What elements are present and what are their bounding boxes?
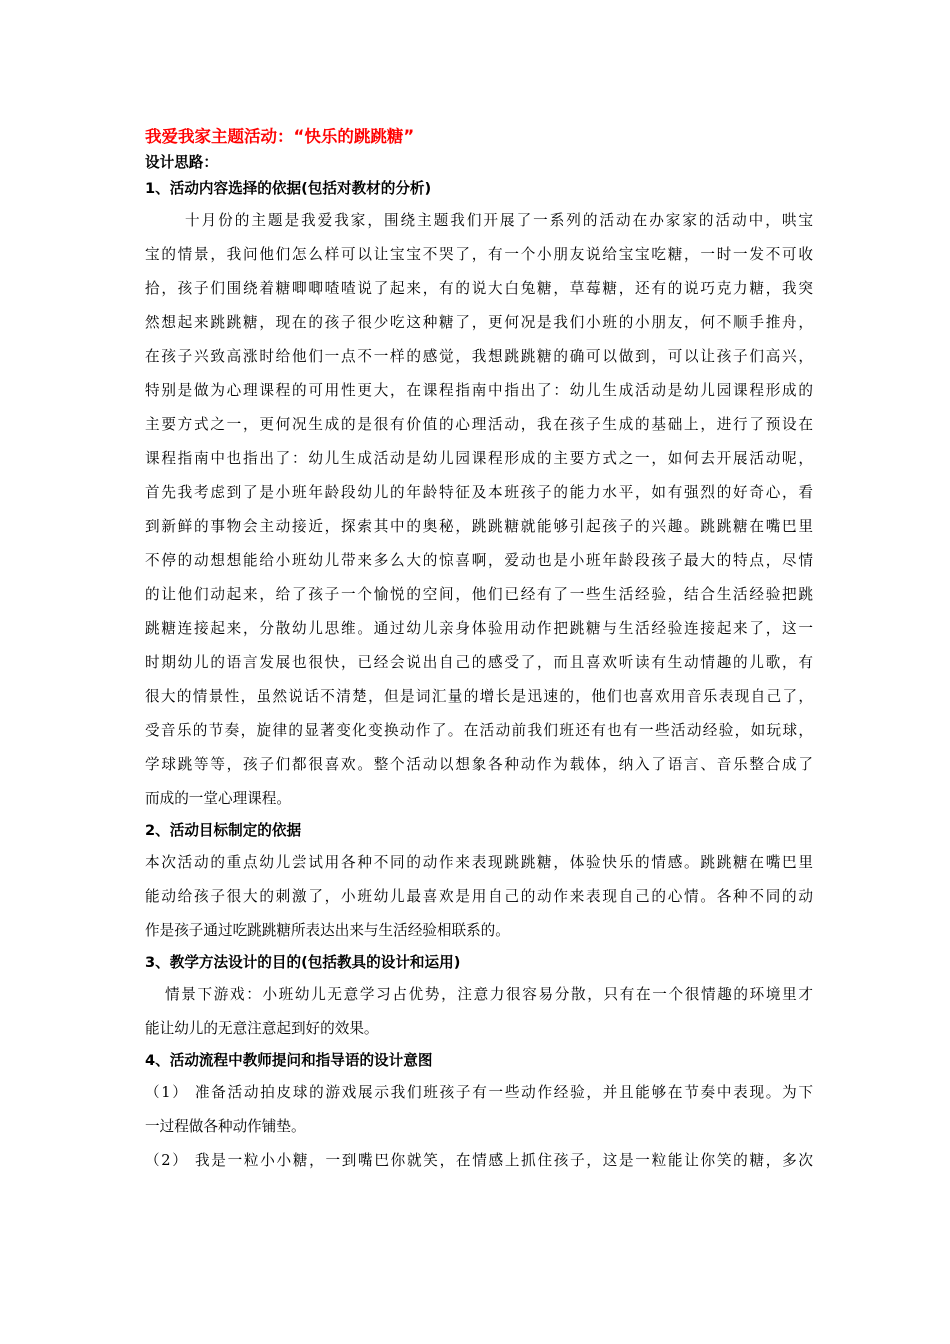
section-body-4: [145, 1076, 813, 1178]
paragraph-line: 首先我考虑到了是小班年龄段幼儿的年龄特征及本班孩子的能力水平，如有强烈的好奇心，看: [145, 484, 813, 501]
list-item-line: 一过程做各种动作铺垫。: [145, 1118, 306, 1135]
document-title: 我爱我家主题活动：“快乐的跳跳糖”: [145, 127, 415, 146]
paragraph-line: 在孩子兴致高涨时给他们一点不一样的感觉，我想跳跳糖的确可以做到，可以让孩子们高兴，: [145, 348, 813, 365]
design-label: 设计思路：: [145, 154, 218, 171]
document-body: [145, 122, 813, 1178]
paragraph-line: 特别是做为心理课程的可用性更大，在课程指南中指出了：幼儿生成活动是幼儿园课程形成的: [145, 382, 813, 399]
list-item-line: （2） 我是一粒小小糖，一到嘴巴你就笑，在情感上抓住孩子，这是一粒能让你笑的糖，多次: [145, 1152, 813, 1169]
paragraph-line: 很大的情景性，虽然说话不清楚，但是词汇量的增长是迅速的，他们也喜欢用音乐表现自己了，: [145, 688, 813, 705]
paragraph-line: 能动给孩子很大的刺激了，小班幼儿最喜欢是用自己的动作来表现自己的心情。各种不同的动: [145, 888, 813, 905]
paragraph-line: 能让幼儿的无意注意起到好的效果。: [145, 1020, 379, 1037]
paragraph-line: 主要方式之一，更何况生成的是很有价值的心理活动，我在孩子生成的基础上，进行了预设在: [145, 416, 813, 433]
paragraph-line: 十月份的主题是我爱我家，围绕主题我们开展了一系列的活动在办家家的活动中，哄宝: [185, 212, 813, 229]
paragraph-line: 时期幼儿的语言发展也很快，已经会说出自己的感受了，而且喜欢听读有生动情趣的儿歌，有: [145, 654, 813, 671]
section-body-2: [145, 846, 813, 948]
paragraph-line: 然想起来跳跳糖，现在的孩子很少吃这种糖了，更何况是我们小班的小朋友，何不顺手推舟，: [145, 314, 813, 331]
section-heading-1: 1、活动内容选择的依据(包括对教材的分析): [145, 180, 432, 197]
paragraph-line: 本次活动的重点幼儿尝试用各种不同的动作来表现跳跳糖，体验快乐的情感。跳跳糖在嘴巴里: [145, 854, 813, 871]
section-heading-4: 4、活动流程中教师提问和指导语的设计意图: [145, 1052, 433, 1069]
paragraph-line: 不停的动想想能给小班幼儿带来多么大的惊喜啊，爱动也是小班年龄段孩子最大的特点，尽情: [145, 552, 813, 569]
paragraph-line: 学球跳等等，孩子们都很喜欢。整个活动以想象各种动作为载体，纳入了语言、音乐整合成了: [145, 756, 813, 773]
section-heading-2: 2、活动目标制定的依据: [145, 822, 302, 839]
list-item-line: （1） 准备活动拍皮球的游戏展示我们班孩子有一些动作经验，并且能够在节奏中表现。为下: [145, 1084, 813, 1101]
paragraph-line: 的让他们动起来，给了孩子一个愉悦的空间，他们已经有了一些生活经验，结合生活经验把跳: [145, 586, 813, 603]
paragraph-line: 而成的一堂心理课程。: [145, 790, 291, 807]
paragraph-line: 跳糖连接起来，分散幼儿思维。通过幼儿亲身体验用动作把跳糖与生活经验连接起来了，这一: [145, 620, 813, 637]
paragraph-line: 到新鲜的事物会主动接近，探索其中的奥秘，跳跳糖就能够引起孩子的兴趣。跳跳糖在嘴巴里: [145, 518, 813, 535]
paragraph-line: 作是孩子通过吃跳跳糖所表达出来与生活经验相联系的。: [145, 922, 510, 939]
paragraph-line: 拾，孩子们围绕着糖唧唧喳喳说了起来，有的说大白兔糖，草莓糖，还有的说巧克力糖，我突: [145, 280, 813, 297]
paragraph-line: 情景下游戏：小班幼儿无意学习占优势，注意力很容易分散，只有在一个很情趣的环境里才: [165, 986, 813, 1003]
paragraph-line: 宝的情景，我问他们怎么样可以让宝宝不哭了，有一个小朋友说给宝宝吃糖，一时一发不可收: [145, 246, 813, 263]
paragraph-line: 受音乐的节奏，旋律的显著变化变换动作了。在活动前我们班还有也有一些活动经验，如玩球，: [145, 722, 813, 739]
paragraph-line: 课程指南中也指出了：幼儿生成活动是幼儿园课程形成的主要方式之一，如何去开展活动呢，: [145, 450, 813, 467]
section-body-1: [145, 204, 813, 816]
section-body-3: [145, 978, 813, 1046]
section-heading-3: 3、教学方法设计的目的(包括教具的设计和运用): [145, 954, 461, 971]
